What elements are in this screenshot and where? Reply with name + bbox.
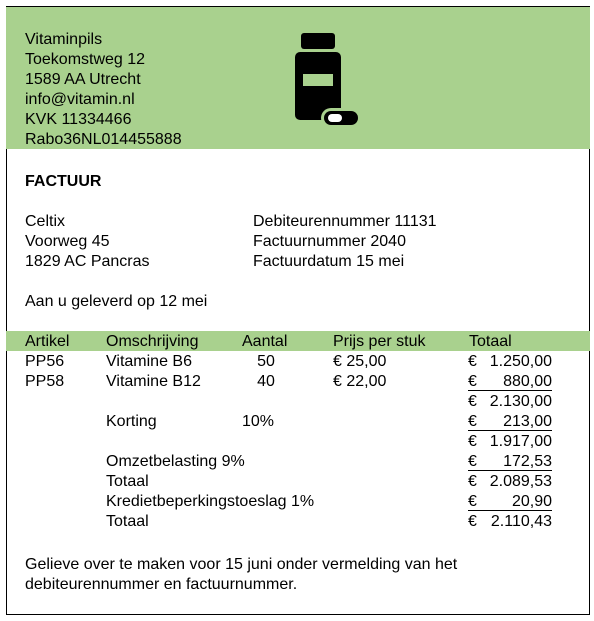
- row2-total-value: 880,00: [503, 373, 552, 390]
- discount-currency: €: [468, 413, 477, 430]
- row1-article: PP56: [25, 353, 65, 370]
- sender-bank: Rabo36NL014455888: [25, 131, 182, 148]
- row2-article: PP58: [25, 373, 65, 390]
- credit-fee-value: 20,90: [511, 493, 552, 510]
- col-header-price: Prijs per stuk: [333, 333, 426, 350]
- row2-description: Vitamine B12: [106, 373, 201, 390]
- vat-currency: €: [468, 453, 477, 470]
- row1-qty: 50: [257, 353, 275, 370]
- payment-note-line-2: debiteurennummer en factuurnummer.: [25, 576, 298, 593]
- row2-price: € 22,00: [333, 373, 387, 390]
- discount-label: Korting: [106, 413, 157, 430]
- credit-fee-label: Kredietbeperkingstoeslag 1%: [106, 493, 315, 510]
- subtotal-1-value: 2.130,00: [489, 393, 552, 410]
- total-2-label: Totaal: [106, 513, 149, 530]
- total-1-amount: [468, 472, 552, 492]
- col-header-qty: Aantal: [242, 333, 288, 350]
- debtor-number: Debiteurennummer 11131: [253, 213, 437, 230]
- total-1-currency: €: [468, 473, 477, 490]
- row2-total: [468, 372, 552, 391]
- total-2-amount: [468, 512, 552, 532]
- vat-amount: [468, 452, 552, 471]
- invoice-title: FACTUUR: [25, 173, 102, 190]
- pill-bottle-icon: [290, 30, 366, 130]
- discount-pct: 10%: [242, 413, 275, 430]
- recipient-name: Celtix: [25, 213, 66, 230]
- subtotal-2: [468, 432, 552, 452]
- total-1-value: 2.089,53: [489, 473, 552, 490]
- credit-fee-amount: [468, 492, 552, 511]
- subtotal-1: [468, 392, 552, 412]
- row1-description: Vitamine B6: [106, 353, 192, 370]
- recipient-street: Voorweg 45: [25, 233, 110, 250]
- recipient-postal-city: 1829 AC Pancras: [25, 253, 150, 270]
- total-2-currency: €: [468, 513, 477, 530]
- row1-total-currency: €: [468, 353, 477, 370]
- subtotal-1-currency: €: [468, 393, 477, 410]
- subtotal-2-currency: €: [468, 433, 477, 450]
- row2-total-currency: €: [468, 373, 477, 390]
- payment-note-line-1: Gelieve over te maken voor 15 juni onder vermelding van het: [25, 556, 458, 573]
- col-header-total: Totaal: [469, 333, 512, 350]
- row1-total: [468, 352, 552, 372]
- sender-name: Vitaminpils: [25, 31, 103, 48]
- vat-value: 172,53: [503, 453, 552, 470]
- sender-email: info@vitamin.nl: [25, 91, 135, 108]
- invoice-date: Factuurdatum 15 mei: [253, 253, 405, 270]
- credit-fee-currency: €: [468, 493, 477, 510]
- sender-postal-city: 1589 AA Utrecht: [25, 71, 141, 88]
- subtotal-2-value: 1.917,00: [489, 433, 552, 450]
- sender-kvk: KVK 11334466: [25, 111, 132, 128]
- invoice-number: Factuurnummer 2040: [253, 233, 406, 250]
- row2-qty: 40: [257, 373, 275, 390]
- total-1-label: Totaal: [106, 473, 149, 490]
- total-2-value: 2.110,43: [490, 513, 552, 530]
- discount-value: 213,00: [503, 413, 552, 430]
- discount-amount: [468, 412, 552, 431]
- col-header-article: Artikel: [25, 333, 70, 350]
- sender-street: Toekomstweg 12: [25, 51, 146, 68]
- row1-price: € 25,00: [333, 353, 387, 370]
- delivery-note: Aan u geleverd op 12 mei: [25, 293, 208, 310]
- col-header-description: Omschrijving: [106, 333, 199, 350]
- row1-total-value: 1.250,00: [489, 353, 552, 370]
- vat-label: Omzetbelasting 9%: [106, 453, 245, 470]
